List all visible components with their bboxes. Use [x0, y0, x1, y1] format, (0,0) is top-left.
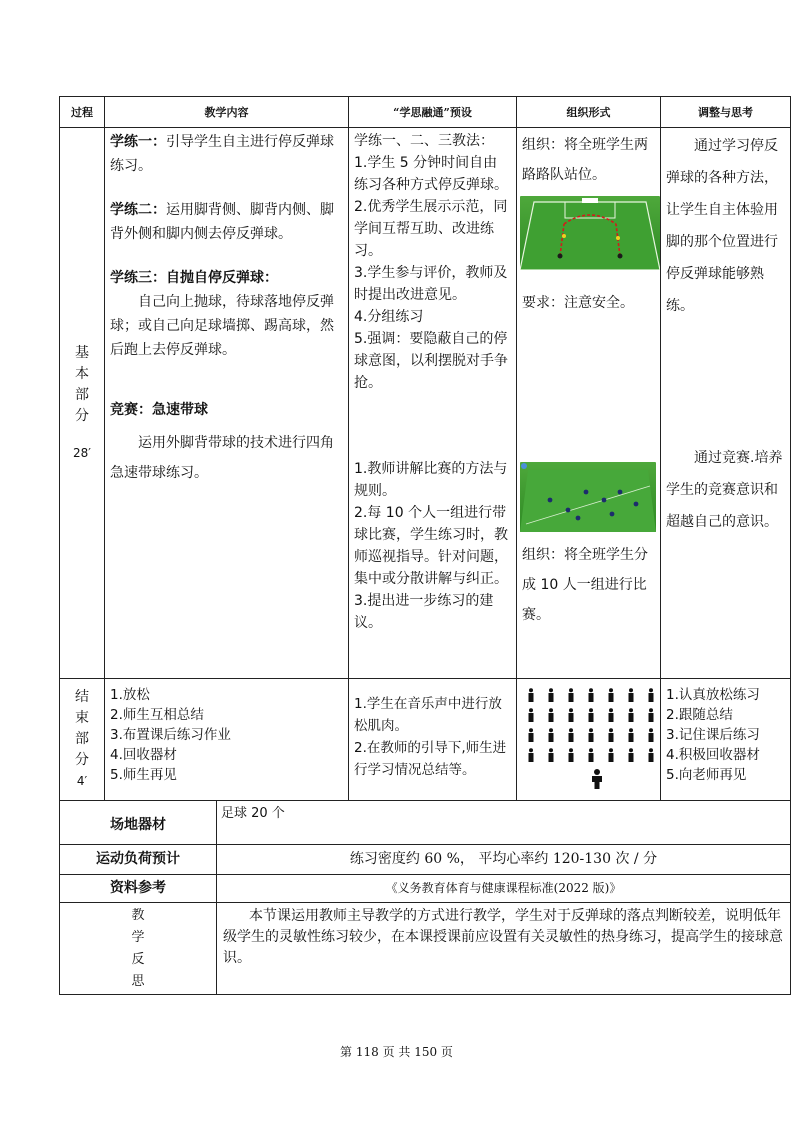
student-icon: [527, 748, 535, 762]
student-icon: [647, 748, 655, 762]
basic-content-cell: 学练一：引导学生自主进行停反弹球练习。 学练二：运用脚背侧、脚背内侧、脚背外侧和脚内侧去停反弹球。 学练三：自抛自停反弹球： 自己向上抛球，待球落地停反弹球；或自己向足球墙掷、踢高球，然后跑上去停反弹球。 竞赛：急速带球 运用外脚背带球的技术进行四角急速带球练习。: [105, 128, 349, 679]
student-icon: [567, 748, 575, 762]
page-footer: 第 118 页 共 150 页: [340, 1045, 453, 1059]
header-process: 过程: [60, 97, 105, 128]
student-icon: [547, 708, 555, 722]
reference-value: 《义务教育体育与健康课程标准(2022 版)》: [217, 875, 791, 903]
student-icon: [587, 728, 595, 742]
student-icon: [647, 728, 655, 742]
field-diagram-2: [520, 462, 656, 532]
load-label: 运动负荷预计: [60, 845, 217, 875]
end-duration: 4′: [76, 774, 88, 788]
teacher-icon: [591, 769, 603, 789]
end-preset-cell: 1.学生在音乐声中进行放松肌肉。 2.在教师的引导下,师生进行学习情况总结等。: [349, 679, 517, 801]
student-icon: [627, 728, 635, 742]
student-row: [527, 685, 660, 705]
end-section-label: 结 束 部 分 4′: [60, 679, 105, 801]
header-content: 教学内容: [105, 97, 349, 128]
student-icon: [627, 688, 635, 702]
student-icon: [567, 708, 575, 722]
student-row: [527, 745, 660, 765]
student-icon: [587, 708, 595, 722]
student-icon: [527, 708, 535, 722]
student-icon: [627, 708, 635, 722]
reflection-text: 本节课运用教师主导教学的方式进行教学，学生对于反弹球的落点判断较差，说明低年级学生的灵敏性练习较少，在本课授课前应设置有关灵敏性的热身练习，提高学生的接球意识。: [217, 903, 791, 995]
student-icon: [607, 688, 615, 702]
basic-duration: 28′: [73, 445, 91, 460]
student-icon: [607, 728, 615, 742]
basic-organization-cell: 组织：将全班学生两路路队站位。 要求：注意安全。 组织：将全班学生分成 10 人一组进行比赛。: [517, 128, 661, 679]
student-icon: [647, 688, 655, 702]
load-value: 练习密度约 60 %， 平均心率约 120-130 次 / 分: [217, 845, 791, 875]
student-icon: [527, 688, 535, 702]
student-icon: [527, 728, 535, 742]
end-content-cell: 1.放松 2.师生互相总结 3.布置课后练习作业 4.回收器材 5.师生再见: [105, 679, 349, 801]
basic-preset-cell: 学练一、二、三教法： 1.学生 5 分钟时间自由练习各种方式停反弹球。 2.优秀学生展示示范，同学间互帮互助、改进练习。 3.学生参与评价，教师及时提出改进意见。 4.分组练习 5.强调：要隐蔽自己的停球意图，以利摆脱对手争抢。 1.教师讲解比赛的方法与规则。 2.每 10 个人一组进行带球比赛，学生练习时，教师巡视指导。针对问题，集中或分散讲解与纠正。 3.提出进一步练习的建议。: [349, 128, 517, 679]
end-organization-cell: [517, 679, 661, 801]
lesson-plan-table: [59, 96, 791, 995]
reference-row: [60, 875, 791, 903]
student-icon: [607, 748, 615, 762]
student-icon: [547, 748, 555, 762]
header-organization: 组织形式: [517, 97, 661, 128]
load-row: [60, 845, 791, 875]
venue-label: 场地器材: [60, 801, 217, 845]
student-icon: [627, 748, 635, 762]
header-row: [60, 97, 791, 128]
student-icon: [547, 728, 555, 742]
venue-value: 足球 20 个: [217, 801, 791, 845]
field-diagram-1: [520, 196, 660, 270]
header-adjust: 调整与思考: [661, 97, 791, 128]
student-row: [527, 725, 660, 745]
student-icon: [587, 748, 595, 762]
student-icon: [647, 708, 655, 722]
reflection-label: 教 学 反 思: [60, 903, 217, 995]
student-icon: [567, 728, 575, 742]
header-preset: “学思融通”预设: [349, 97, 517, 128]
student-row: [527, 705, 660, 725]
venue-row: [60, 801, 791, 845]
basic-section-label: 基 本 部 分 28′: [60, 128, 105, 679]
basic-adjust-cell: 通过学习停反弹球的各种方法，让学生自主体验用脚的那个位置进行停反弹球能够熟练。 通过竞赛.培养学生的竞赛意识和超越自己的意识。: [661, 128, 791, 679]
end-section-row: [60, 679, 791, 801]
student-icon: [547, 688, 555, 702]
basic-section-row: [60, 128, 791, 679]
student-icon: [567, 688, 575, 702]
student-icon: [587, 688, 595, 702]
student-icon: [607, 708, 615, 722]
reference-label: 资料参考: [60, 875, 217, 903]
end-adjust-cell: 1.认真放松练习 2.跟随总结 3.记住课后练习 4.积极回收器材 5.向老师再见: [661, 679, 791, 801]
reflection-row: [60, 903, 791, 995]
